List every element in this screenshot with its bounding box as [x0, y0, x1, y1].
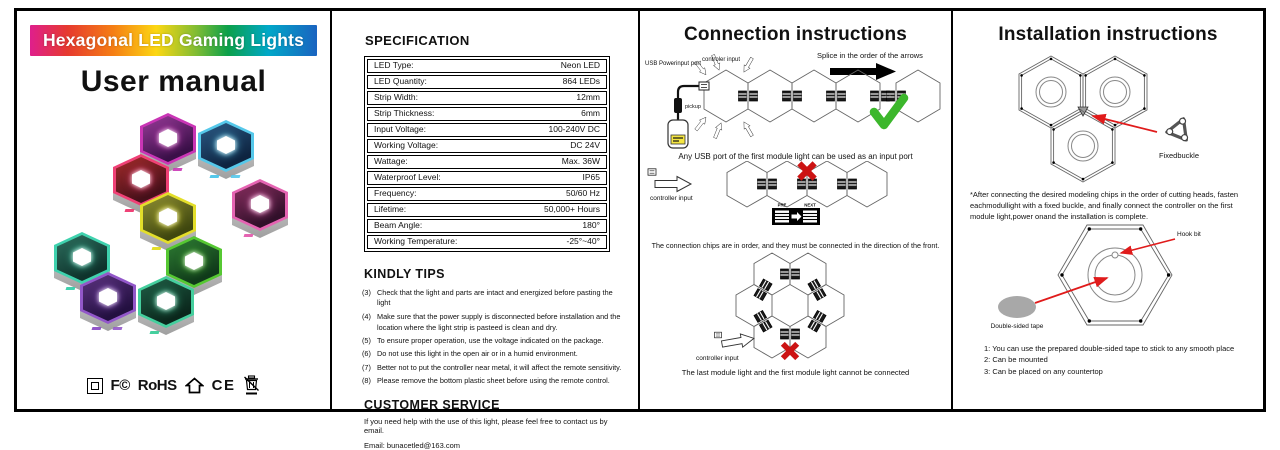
- fixedbuckle-icon: [1166, 114, 1194, 141]
- connection-diagram-2: [640, 161, 953, 239]
- tips-heading: KINDLY TIPS: [364, 266, 445, 281]
- pickup-label: pickup: [685, 104, 701, 110]
- table-row: Strip Width: 12mm: [367, 91, 607, 105]
- next-label: NEXT: [804, 202, 816, 208]
- customer-service-text: If you need help with the use of this light, please feel free to contact us by email.: [364, 416, 608, 435]
- controller-input-label: controler input: [702, 57, 741, 63]
- led-hexagon-darkgreen: [138, 276, 194, 336]
- list-item: 2: Can be mounted: [984, 355, 1048, 365]
- controller-input-label: controller input: [650, 195, 693, 202]
- list-item: 1: You can use the prepared double-sided tape to stick to any smooth place: [984, 343, 1235, 353]
- table-row: Input Voltage: 100-240V DC: [367, 123, 607, 137]
- caption-order: The connection chips are in order, and they must be connected in the direction of the front.: [651, 241, 940, 250]
- manual-sheet: [14, 8, 1266, 450]
- manual-title: User manual: [80, 65, 267, 98]
- panel-cover: [17, 11, 330, 409]
- hook-bit-label: Hook bit: [1177, 230, 1201, 238]
- list-item: (3) Check that the light and parts are intact and energized before pasting the light: [362, 287, 613, 308]
- installation-diagram-1: [953, 46, 1259, 186]
- ce-mark: CE: [211, 377, 236, 394]
- led-hexagon-navy: [198, 120, 254, 180]
- installation-title: Installation instructions: [998, 24, 1218, 45]
- hexagon-cluster: [17, 11, 330, 409]
- list-item: (6) Do not use this light in the open air or in a humid environment.: [362, 349, 578, 359]
- splice-arrow-icon: [830, 63, 896, 80]
- list-item: (7) Better not to put the controller near metal, it will affect the remote sensitivity.: [362, 362, 622, 372]
- led-hexagon-violet: [80, 272, 136, 332]
- hook-notch: [1112, 252, 1118, 258]
- table-row: Strip Thickness: 6mm: [367, 107, 607, 121]
- table-row: Lifetime: 50,000+ Hours: [367, 203, 607, 217]
- banner-title: Hexagonal LED Gaming Lights: [42, 30, 305, 50]
- pickup-plug: [674, 98, 682, 113]
- rohs-mark: RoHS: [137, 377, 177, 394]
- double-square-icon: [87, 378, 103, 394]
- table-row: Wattage: Max. 36W: [367, 155, 607, 169]
- table-row: LED Quantity: 864 LEDs: [367, 75, 607, 89]
- customer-service-heading: CUSTOMER SERVICE: [364, 397, 500, 412]
- table-row: Waterproof Level: IP65: [367, 171, 607, 185]
- table-row: LED Type: Neon LED: [367, 59, 607, 73]
- list-item: 3: Can be placed on any countertop: [984, 366, 1103, 376]
- panel-connection: [638, 11, 951, 409]
- installation-diagram-2: [953, 223, 1259, 335]
- usb-port-label: USB Powerinput port: [645, 61, 702, 67]
- connection-diagram-1: [640, 46, 953, 150]
- panel-installation: [951, 11, 1263, 409]
- tips-list: [362, 288, 622, 387]
- indoor-use-icon: [185, 377, 204, 394]
- list-item: (5) To ensure proper operation, use the voltage indicated on the package.: [362, 336, 604, 345]
- installation-note: *After connecting the desired modeling chips in the order of cutting heads, fasten eachmodullight with a fixed buckle, and finally connect the controller on the first module light,power onand the installation is complete.: [970, 190, 1239, 221]
- connection-title: Connection instructions: [683, 24, 908, 45]
- led-hexagon-magenta: [232, 179, 288, 239]
- controller-input-label: controller input: [696, 355, 739, 362]
- installation-steps: [984, 343, 1253, 378]
- spec-table: [364, 56, 610, 252]
- splice-note: Splice in the order of the arrows: [817, 51, 923, 60]
- connection-diagram-3: [640, 250, 953, 366]
- spec-heading: SPECIFICATION: [365, 33, 470, 48]
- caption-loop: The last module light and the first module light cannot be connected: [681, 368, 910, 377]
- tape-arrow: [1035, 278, 1107, 303]
- tape-label: Double-sided tape: [990, 322, 1044, 330]
- panel-specification: [330, 11, 638, 450]
- table-row: Working Voltage: DC 24V: [367, 139, 607, 153]
- table-row: Working Temperature: -25°~40°: [367, 235, 607, 249]
- fixedbuckle-label: Fixedbuckle: [1158, 151, 1200, 160]
- fcc-mark: F©: [110, 377, 130, 394]
- caption-usb: Any USB port of the first module light can be used as an input port: [678, 152, 913, 161]
- chip-detail: [772, 208, 820, 225]
- pre-label: PRE: [777, 202, 787, 208]
- list-item: (4) Make sure that the power supply is disconnected before installation and the location where the light strip is pasteed is clean and dry.: [362, 311, 621, 332]
- list-item: (8) Please remove the bottom plastic sheet before using the remote control.: [362, 376, 610, 386]
- customer-service-email: Email: bunacetled@163.com: [364, 440, 460, 450]
- certification-row: [17, 375, 330, 396]
- table-row: Beam Angle: 180°: [367, 219, 607, 233]
- weee-bin-icon: [243, 375, 260, 396]
- table-row: Frequency: 50/60 Hz: [367, 187, 607, 201]
- double-sided-tape: [998, 296, 1036, 318]
